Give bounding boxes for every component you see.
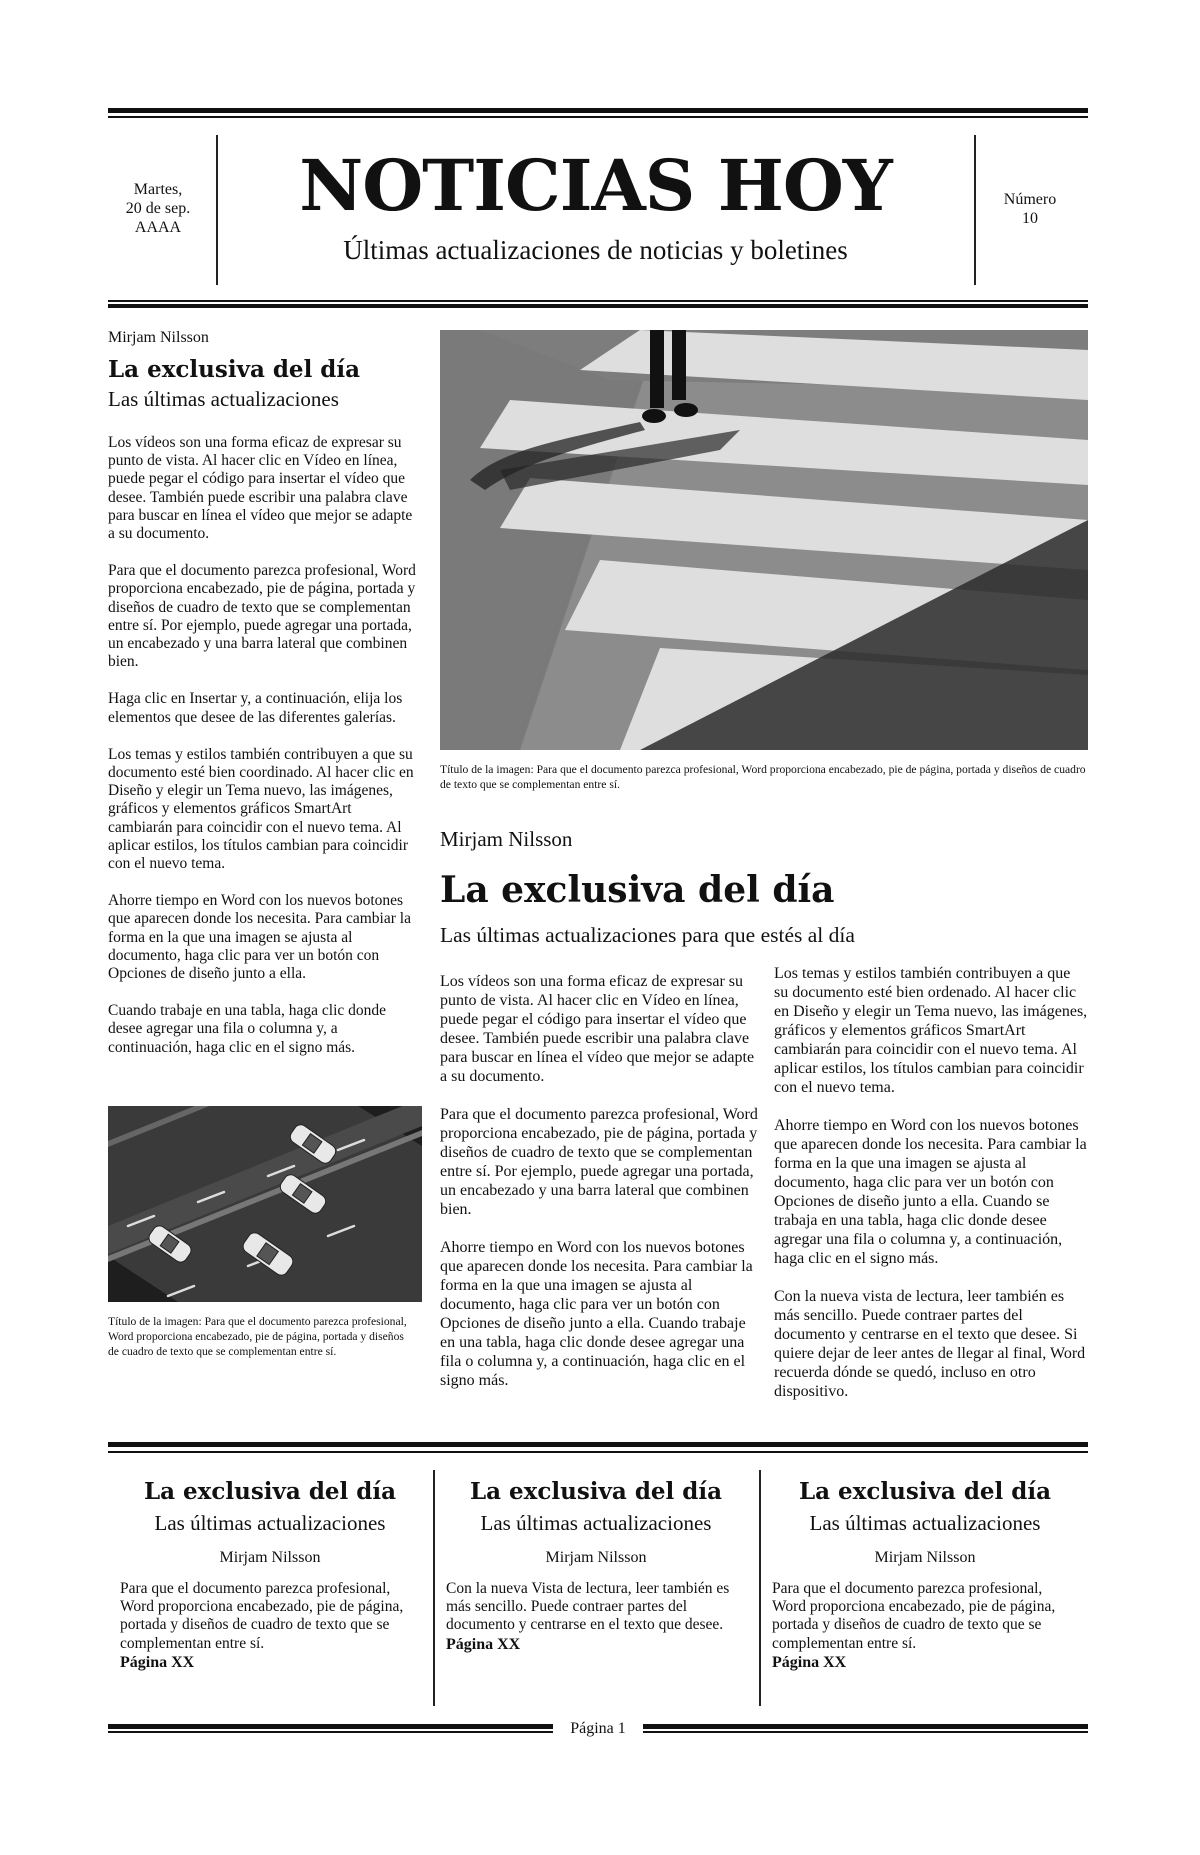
- teaser-subhead: Las últimas actualizaciones: [154, 1511, 386, 1535]
- teaser-author: Mirjam Nilsson: [545, 1549, 647, 1566]
- teaser-headline: La exclusiva del día: [143, 1478, 397, 1505]
- left-article: [108, 328, 420, 1076]
- left-article-body: [108, 434, 420, 1057]
- footer-rule-right-thick: [643, 1724, 1088, 1729]
- teaser-2: [446, 1478, 746, 1654]
- masthead-subtitle: Últimas actualizaciones de noticias y boletines: [343, 235, 848, 265]
- teaser-text: Con la nueva Vista de lectura, leer también es más sencillo. Puede contraer partes del documento y centrarse en el texto que desee.: [446, 1580, 730, 1634]
- teaser-page-link[interactable]: Página XX: [120, 1653, 195, 1671]
- teaser-3: [772, 1478, 1078, 1672]
- teaser-text: Para que el documento parezca profesional, Word proporciona encabezado, pie de página, portada y diseños de cuadro de texto que se complementan entre sí.: [772, 1580, 1056, 1652]
- main-article-paragraph: Ahorre tiempo en Word con los nuevos botones que aparecen donde los necesita. Para cambiar la forma en la que una imagen se ajusta al documento, haga clic para ver un botón con Opciones de diseño junto a ella. Cuando trabaje en una tabla, haga clic donde desee agregar una fila o columna y, a continuación, haga clic en el signo más.: [440, 1239, 753, 1389]
- teaser-headline: La exclusiva del día: [469, 1478, 723, 1505]
- left-article-headline: La exclusiva del día: [108, 356, 361, 383]
- teaser-subhead: Las últimas actualizaciones: [809, 1511, 1041, 1535]
- teaser-subhead: Las últimas actualizaciones: [480, 1511, 712, 1535]
- left-article-paragraph: Cuando trabaje en una tabla, haga clic donde desee agregar una fila o columna y, a continuación, haga clic en el signo más.: [108, 1002, 387, 1056]
- masthead-bottom-rule-thin: [108, 300, 1088, 302]
- teaser-page-link[interactable]: Página XX: [446, 1635, 521, 1653]
- bottom-column-divider: [433, 1470, 435, 1706]
- main-article-headline: La exclusiva del día: [440, 869, 835, 911]
- main-article-paragraph: Los vídeos son una forma eficaz de expresar su punto de vista. Al hacer clic en Vídeo en línea, puede pegar el código para insertar el vídeo que desee. También puede escribir una palabra clave para buscar en línea el vídeo que mejor se adapte a su documento.: [440, 973, 755, 1085]
- main-article-paragraph: Con la nueva vista de lectura, leer también es más sencillo. Puede contraer partes del documento y centrarse en el texto que desee. Si quiere dejar de leer antes de llegar al final, Word recuerda dónde se quedó, incluso en otro dispositivo.: [774, 1288, 1086, 1400]
- bottom-column-divider: [759, 1470, 761, 1706]
- footer-rule-right-thin: [643, 1731, 1088, 1733]
- left-article-author: Mirjam Nilsson: [108, 329, 209, 346]
- masthead-top-rule-thick: [108, 108, 1088, 113]
- main-article-paragraph: Los temas y estilos también contribuyen a que su documento esté bien ordenado. Al hacer clic en Diseño y elegir un Tema nuevo, las imágenes, gráficos y elementos gráficos SmartArt cambiarán para coincidir con el nuevo tema. Al aplicar estilos, los títulos cambian para coincidir con el nuevo tema.: [774, 965, 1088, 1096]
- left-article-paragraph: Haga clic en Insertar y, a continuación, elija los elementos que desee de las diferentes galerías.: [108, 690, 403, 726]
- main-image-caption: Título de la imagen: Para que el documento parezca profesional, Word proporciona encabezado, pie de página, portada y diseños de cuadro de texto que se complementan entre sí.: [440, 763, 1086, 791]
- teaser-text: Para que el documento parezca profesional, Word proporciona encabezado, pie de página, portada y diseños de cuadro de texto que se complementan entre sí.: [120, 1580, 404, 1652]
- teaser-page-link[interactable]: Página XX: [772, 1653, 847, 1671]
- teaser-author: Mirjam Nilsson: [219, 1549, 321, 1566]
- bottom-top-rule-thin: [108, 1451, 1088, 1453]
- masthead-date: Martes, 20 de sep. AAAA: [125, 181, 191, 236]
- footer-rule-left-thin: [108, 1731, 553, 1733]
- left-article-paragraph: Ahorre tiempo en Word con los nuevos botones que aparecen donde los necesita. Para cambiar la forma en la que una imagen se ajusta al documento, haga clic para ver un botón con Opciones de diseño junto a ella.: [108, 892, 411, 983]
- crosswalk-photo: [440, 330, 1088, 750]
- footer-rule-left-thick: [108, 1724, 553, 1729]
- main-article-paragraph: Ahorre tiempo en Word con los nuevos botones que aparecen donde los necesita. Para cambiar la forma en la que una imagen se ajusta al documento, haga clic para ver un botón con Opciones de diseño junto a ella. Cuando se trabaja en una tabla, haga clic donde desee agregar una fila o columna y, a continuación, haga clic en el signo más.: [774, 1117, 1087, 1267]
- footer-page-number: Página 1: [570, 1720, 626, 1737]
- left-article-paragraph: Los vídeos son una forma eficaz de expresar su punto de vista. Al hacer clic en Vídeo en línea, puede pegar el código para insertar el vídeo que desee. También puede escribir una palabra clave para buscar en línea el vídeo que mejor se adapte a su documento.: [108, 434, 413, 543]
- teaser-1: [120, 1478, 420, 1672]
- masthead-top-rule-thin: [108, 116, 1088, 118]
- main-article-column-2: [774, 964, 1088, 1420]
- teaser-author: Mirjam Nilsson: [874, 1549, 976, 1566]
- road-aerial-photo: [108, 1106, 422, 1302]
- teaser-headline: La exclusiva del día: [798, 1478, 1052, 1505]
- main-article-author: Mirjam Nilsson: [440, 827, 573, 851]
- left-image-caption: Título de la imagen: Para que el documento parezca profesional, Word proporciona encabezado, pie de página, portada y diseños de cuadro de texto que se complementan entre sí.: [108, 1315, 407, 1358]
- masthead-issue: Número 10: [1003, 191, 1057, 227]
- left-article-subhead: Las últimas actualizaciones: [108, 387, 339, 411]
- left-article-paragraph: Los temas y estilos también contribuyen a que su documento esté bien coordinado. Al hacer clic en Diseño y elegir un Tema nuevo, las imágenes, gráficos y elementos gráficos SmartArt cambiarán para coincidir con el nuevo tema. Al aplicar estilos, los títulos cambian para coincidir con el nuevo tema.: [108, 745, 414, 873]
- bottom-top-rule-thick: [108, 1442, 1088, 1447]
- left-article-paragraph: Para que el documento parezca profesional, Word proporciona encabezado, pie de página, portada y diseños de cuadro de texto que se complementan entre sí. Por ejemplo, puede agregar una portada, un encabezado y una barra lateral que combinen bien.: [108, 562, 416, 671]
- main-article-column-1: [440, 972, 764, 1409]
- main-article-subhead: Las últimas actualizaciones para que estés al día: [440, 923, 855, 947]
- masthead-bottom-rule-thick: [108, 304, 1088, 308]
- masthead-title: NOTICIAS HOY: [299, 144, 892, 227]
- main-article-paragraph: Para que el documento parezca profesional, Word proporciona encabezado, pie de página, portada y diseños de cuadro de texto que se complementan entre sí. Por ejemplo, puede agregar una portada, un encabezado y una barra lateral que combinen bien.: [440, 1106, 758, 1218]
